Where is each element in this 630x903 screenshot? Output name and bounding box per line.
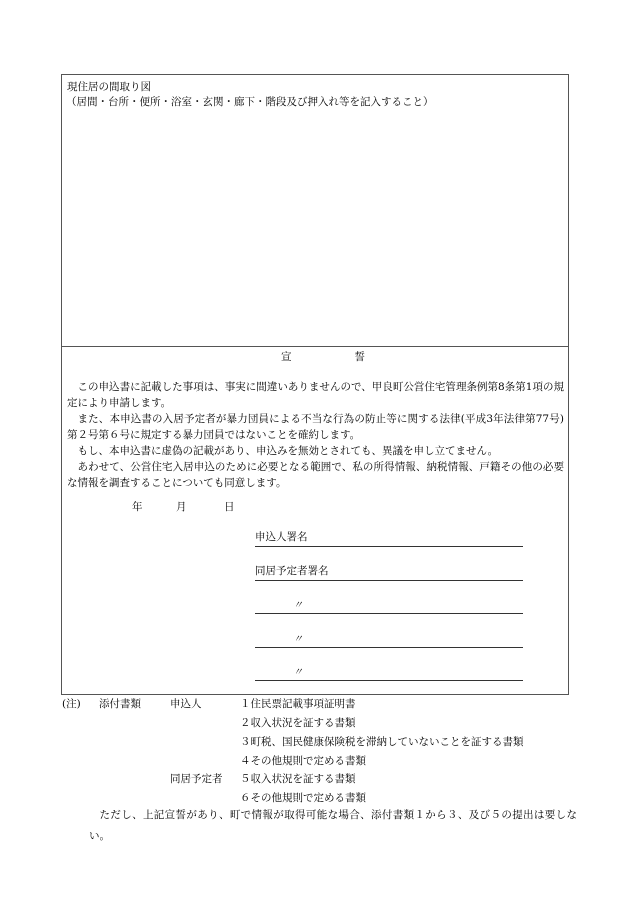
attachment-item: １住民票記載事項証明書 [240,698,356,710]
attachments-category: 添付書類 [99,698,141,710]
cohabitant-signature-field[interactable] [255,563,523,581]
cohabitant-signature-field-3[interactable] [255,630,523,648]
cohabitant-signature-field-4[interactable] [255,663,523,681]
date-year-label: 年 [132,501,143,513]
declaration-paragraph: また、本申込書の入居予定者が暴力団員による不当な行為の防止等に関する法律(平成3年法律第77号)第２号第６号に規定する暴力団員ではないことを確約します。 [67,413,564,441]
ditto-mark: 〃 [293,600,303,611]
application-form-box [61,74,569,695]
declaration-paragraph: あわせて、公営住宅入居申込のために必要となる範囲で、私の所得情報、納税情報、戸籍その他の必要な情報を調査することについても同意します。 [67,461,564,489]
declaration-paragraph: この申込書に記載した事項は、事実に間違いありませんので、甲良町公営住宅管理条例第8条第1項の規定により申請します。 [67,381,564,409]
floor-plan-instructions: （居間・台所・便所・浴室・玄関・廊下・階段及び押入れ等を記入すること） [66,96,434,108]
floor-plan-title: 現住居の間取り図 [67,81,151,93]
attachment-item: ４その他規則で定める書類 [240,755,366,767]
applicant-docs-label: 申込人 [170,698,202,710]
cohabitant-signature-field-2[interactable] [255,596,523,614]
attachment-item: ５収入状況を証する書類 [240,773,356,785]
attachment-item: ６その他規則で定める書類 [240,792,366,804]
declaration-heading-char-1: 宣 [281,351,292,363]
declaration-body [67,379,564,491]
floor-plan-section [62,75,568,347]
declaration-heading [281,350,365,364]
ditto-mark: 〃 [293,667,303,678]
attachment-item: ２収入状況を証する書類 [240,717,356,729]
date-day-label: 日 [224,501,235,513]
cohabitant-signature-label: 同居予定者署名 [255,565,329,577]
declaration-heading-char-2: 誓 [354,351,365,363]
attachment-item: ３町税、国民健康保険税を滞納していないことを証する書類 [240,736,524,748]
ditto-mark: 〃 [293,634,303,645]
notes-label: (注) [62,698,81,710]
applicant-signature-field[interactable] [255,529,523,547]
cohabitant-docs-label: 同居予定者 [170,773,223,785]
applicant-signature-label: 申込人署名 [255,531,308,543]
date-month-label: 月 [176,501,187,513]
attachment-proviso: ただし、上記宣誓があり、町で情報が取得可能な場合、添付書類１から３、及び５の提出は要しない。 [89,809,577,842]
declaration-paragraph: もし、本申込書に虚偽の記載があり、申込みを無効とされても、異議を申し立てません。 [77,445,499,457]
